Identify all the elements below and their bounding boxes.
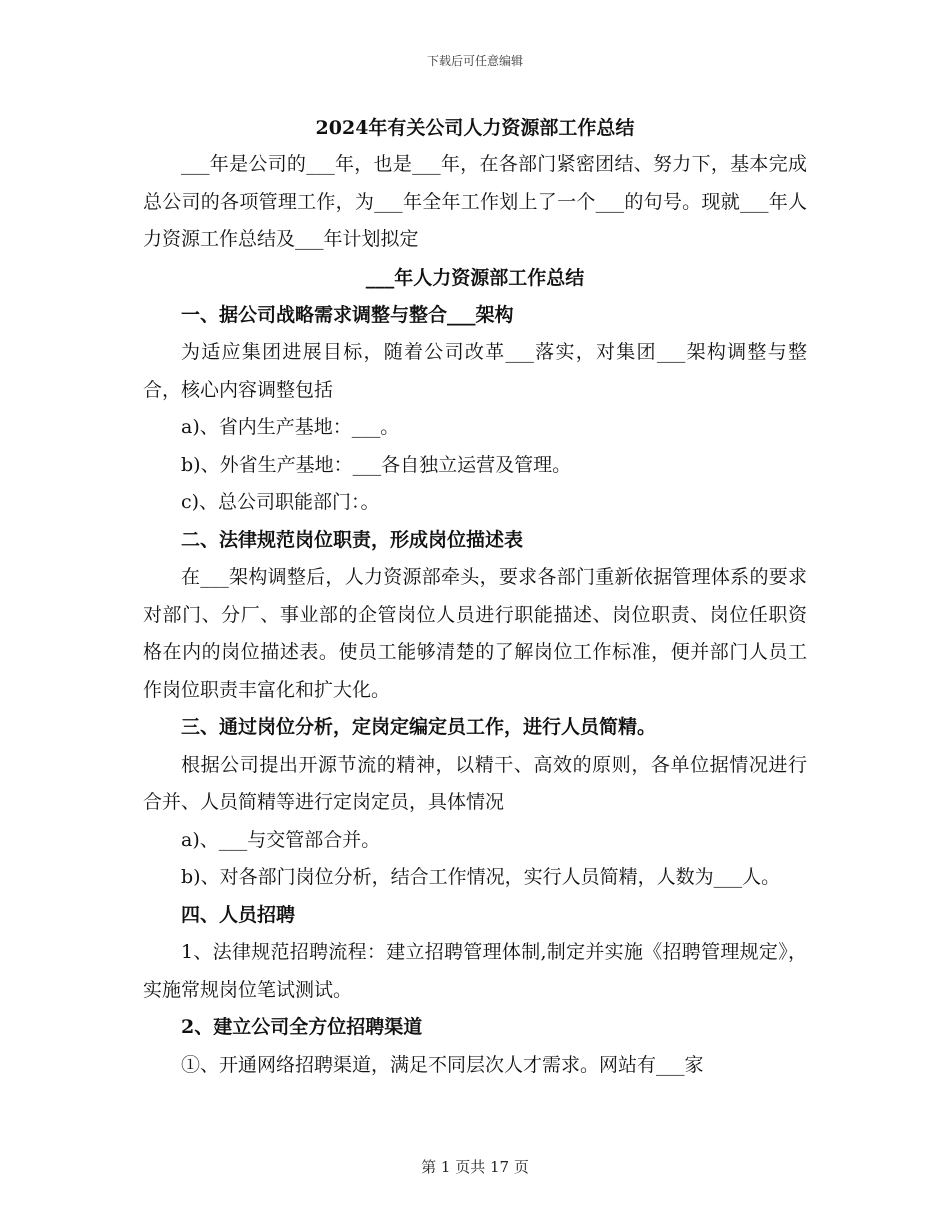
section-3-item-a: a)、___与交管部合并。 (181, 828, 381, 851)
document-title: 2024年有关公司人力资源部工作总结 (315, 117, 635, 139)
section-4-item-2-heading: 2、建立公司全方位招聘渠道 (181, 1016, 423, 1038)
section-1-paragraph: 为适应集团进展目标，随着公司改革___落实，对集团___架构调整与整合，核心内容调整包括 (143, 341, 807, 401)
intro-paragraph: ___年是公司的___年，也是___年，在各部门紧密团结、努力下，基本完成总公司的各项管理工作，为___年全年工作划上了一个___的句号。现就___年人力资源工作总结及___年计划拟定 (143, 153, 807, 250)
section-1-item-a: a)、省内生产基地：___。 (181, 416, 400, 438)
section-3-paragraph: 根据公司提出开源节流的精神，以精干、高效的原则，各单位据情况进行合并、人员简精等进行定岗定员，具体情况 (143, 753, 807, 813)
page-number: 第 1 页共 17 页 (421, 1158, 529, 1176)
section-3-item-b: b)、对各部门岗位分析，结合工作情况，实行人员简精，人数为___人。 (181, 866, 781, 888)
section-2-heading: 二、法律规范岗位职责，形成岗位描述表 (181, 528, 524, 551)
section-4-item-2-1: ①、开通网络招聘渠道，满足不同层次人才需求。网站有___家 (181, 1053, 704, 1076)
section-1-item-b: b)、外省生产基地：___各自独立运营及管理。 (181, 453, 572, 476)
section-3-heading: 三、通过岗位分析，定岗定编定员工作，进行人员简精。 (181, 716, 657, 738)
document-body (143, 110, 807, 1084)
document-subtitle: ___年人力资源部工作总结 (365, 266, 585, 289)
section-1-item-c: c)、总公司职能部门：。 (181, 491, 380, 513)
section-1-heading: 一、据公司战略需求调整与整合___架构 (181, 303, 514, 326)
section-4-item-1: 1、法律规范招聘流程：建立招聘管理体制,制定并实施《招聘管理规定》，实施常规岗位笔试测试。 (143, 941, 807, 1001)
section-2-paragraph: 在___架构调整后，人力资源部牵头，要求各部门重新依据管理体系的要求对部门、分厂、事业部的企管岗位人员进行职能描述、岗位职责、岗位任职资格在内的岗位描述表。使员工能够清楚的了解岗位工作标准，便并部门人员工作岗位职责丰富化和扩大化。 (143, 566, 807, 701)
header-note: 下载后可任意编辑 (426, 54, 523, 68)
section-4-heading: 四、人员招聘 (181, 903, 296, 926)
